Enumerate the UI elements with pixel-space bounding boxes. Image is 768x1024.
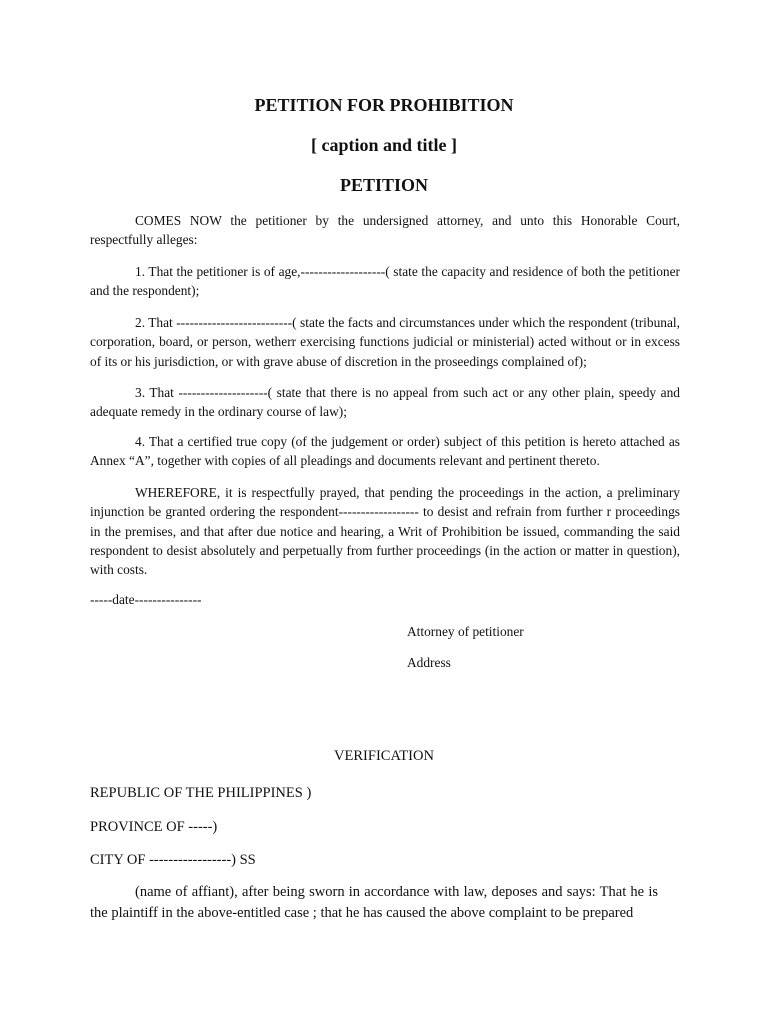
allegation-4: 4. That a certified true copy (of the judgement or order) subject of this petition is hereto attached as Annex “A”, together with copies of all pleadings and documents relevant and pertinent thereto. bbox=[90, 434, 680, 469]
wherefore-paragraph: WHEREFORE, it is respectfully prayed, that pending the proceedings in the action, a preliminary injunction be granted ordering the respondent------------------ to desist and refrain from further r proceedings in the premises, and that after due notice and hearing, a Writ of Prohibition be issued, commanding the said respondent to desist absolutely and perpetually from further proceedings (in the action or matter in question), with costs. bbox=[90, 485, 680, 578]
petition-heading: PETITION bbox=[339, 175, 429, 195]
caption-placeholder: [ caption and title ] bbox=[311, 135, 457, 155]
venue-city: CITY OF -----------------) SS bbox=[90, 852, 256, 868]
document-title: PETITION FOR PROHIBITION bbox=[254, 95, 514, 115]
allegation-2: 2. That --------------------------( state the facts and circumstances under which the respondent (tribunal, corporation, board, or person, wetherr exercising functions judicial or ministerial) acted without or in excess of its or his jurisdiction, or with grave abuse of discretion in the proseedings complained of); bbox=[90, 315, 680, 369]
intro-paragraph: COMES NOW the petitioner by the undersigned attorney, and unto this Honorable Court, respectfully alleges: bbox=[90, 213, 680, 248]
allegation-3: 3. That --------------------( state that there is no appeal from such act or any other plain, speedy and adequate remedy in the ordinary course of law); bbox=[90, 385, 680, 420]
venue-republic: REPUBLIC OF THE PHILIPPINES ) bbox=[90, 785, 312, 801]
date-line: -----date--------------- bbox=[90, 592, 202, 607]
verification-body: (name of affiant), after being sworn in accordance with law, deposes and says: That he is the plaintiff in the above-entitled case ; that he has caused the above complaint to be prepared bbox=[90, 884, 658, 921]
verification-title: VERIFICATION bbox=[334, 748, 434, 764]
allegation-1: 1. That the petitioner is of age,-------------------( state the capacity and residence of both the petitioner and the respondent); bbox=[90, 264, 680, 299]
attorney-signature-label: Attorney of petitioner bbox=[407, 624, 524, 639]
address-label: Address bbox=[407, 655, 451, 670]
venue-province: PROVINCE OF -----) bbox=[90, 819, 218, 835]
